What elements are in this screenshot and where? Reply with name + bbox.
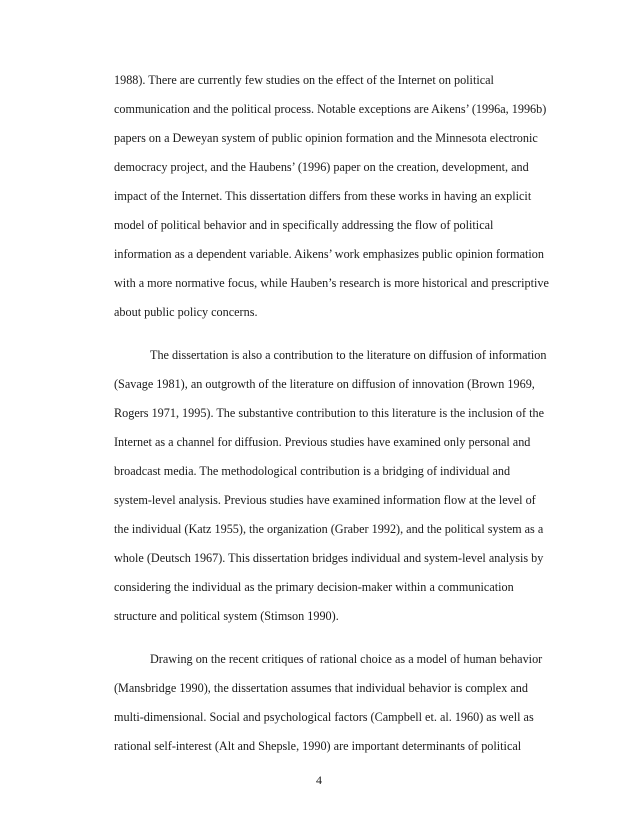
text-line: multi-dimensional. Social and psychological factors (Campbell et. al. 1960) as well as	[114, 710, 534, 724]
text-line: considering the individual as the primary decision-maker within a communication	[114, 580, 514, 594]
text-line: 1988). There are currently few studies on the effect of the Internet on political	[114, 73, 494, 87]
text-line: system-level analysis. Previous studies have examined information flow at the level of	[114, 493, 536, 507]
text-line: democracy project, and the Haubens’ (1996) paper on the creation, development, and	[114, 160, 529, 174]
text-line: papers on a Deweyan system of public opinion formation and the Minnesota electronic	[114, 131, 538, 145]
text-line: communication and the political process. Notable exceptions are Aikens’ (1996a, 1996b)	[114, 102, 547, 116]
text-line: impact of the Internet. This dissertation differs from these works in having an explicit	[114, 189, 532, 203]
text-line: (Savage 1981), an outgrowth of the literature on diffusion of innovation (Brown 1969,	[114, 377, 535, 391]
text-line: broadcast media. The methodological contribution is a bridging of individual and	[114, 464, 511, 478]
text-line: information as a dependent variable. Aikens’ work emphasizes public opinion formation	[114, 247, 544, 261]
paragraph-first-line: The dissertation is also a contribution to the literature on diffusion of information	[150, 348, 547, 362]
text-line: (Mansbridge 1990), the dissertation assumes that individual behavior is complex and	[114, 681, 528, 695]
text-line: with a more normative focus, while Hauben’s research is more historical and prescriptive	[114, 276, 549, 290]
text-line: Internet as a channel for diffusion. Previous studies have examined only personal and	[114, 435, 531, 449]
text-line: about public policy concerns.	[114, 305, 258, 319]
page-number: 4	[316, 773, 322, 787]
text-line: the individual (Katz 1955), the organization (Graber 1992), and the political system as a	[114, 522, 544, 536]
text-line: whole (Deutsch 1967). This dissertation bridges individual and system-level analysis by	[114, 551, 544, 565]
text-line: Rogers 1971, 1995). The substantive contribution to this literature is the inclusion of the	[114, 406, 544, 420]
paragraph-first-line: Drawing on the recent critiques of rational choice as a model of human behavior	[150, 652, 543, 666]
text-line: model of political behavior and in specifically addressing the flow of political	[114, 218, 494, 232]
text-line: structure and political system (Stimson 1990).	[114, 609, 339, 623]
text-line: rational self-interest (Alt and Shepsle, 1990) are important determinants of political	[114, 739, 522, 753]
